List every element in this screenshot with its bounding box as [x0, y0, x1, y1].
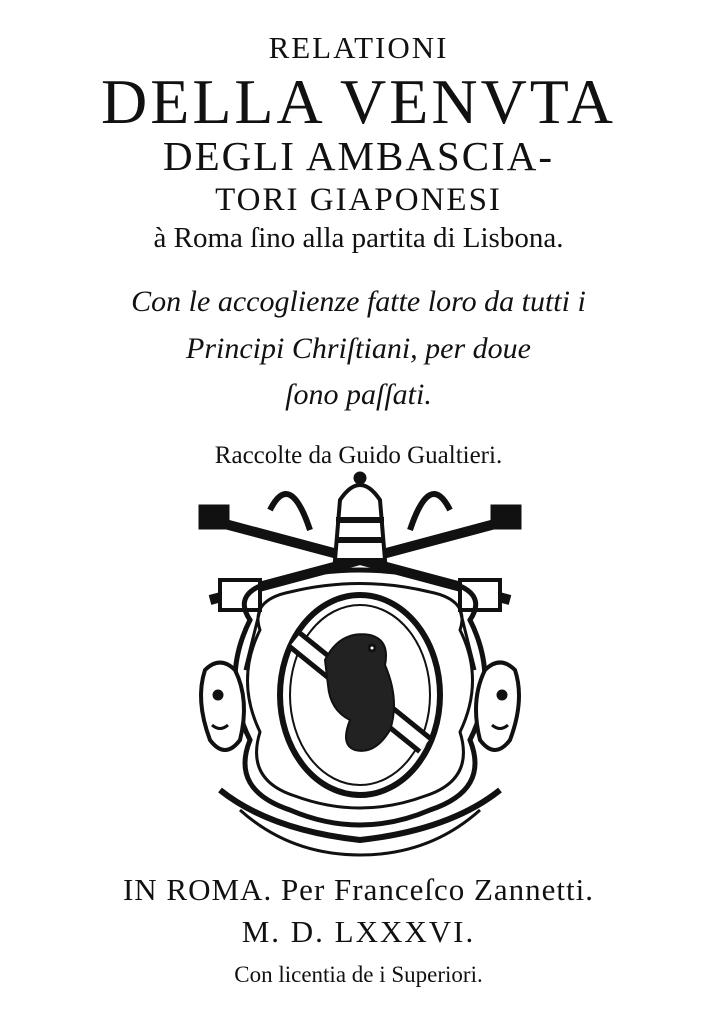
- subtitle-line-1: Con le accoglienze fatte loro da tutti i: [131, 285, 586, 318]
- title-line-2: DELLA VENVTA: [101, 66, 616, 137]
- subtitle-line-2: Principi Chriſtiani, per doue: [186, 332, 531, 365]
- title-line-3: DEGLI AMBASCIA-: [162, 133, 555, 179]
- imprint-line-1: IN ROMA. Per Franceſco Zannetti.: [122, 872, 595, 907]
- title-line-1: RELATIONI: [268, 30, 449, 65]
- subtitle-line-3: ſono paſſati.: [285, 378, 432, 411]
- compiler-credit: Raccolte da Guido Gualtieri.: [214, 442, 503, 469]
- title-line-4: TORI GIAPONESI: [215, 182, 502, 218]
- title-line-5: à Roma ſino alla partita di Lisbona.: [153, 222, 564, 254]
- imprint-line-2: M. D. LXXXVI.: [241, 914, 476, 949]
- imprint-line-3: Con licentia de i Superiori.: [234, 962, 483, 987]
- papal-coat-of-arms-icon: [190, 470, 530, 860]
